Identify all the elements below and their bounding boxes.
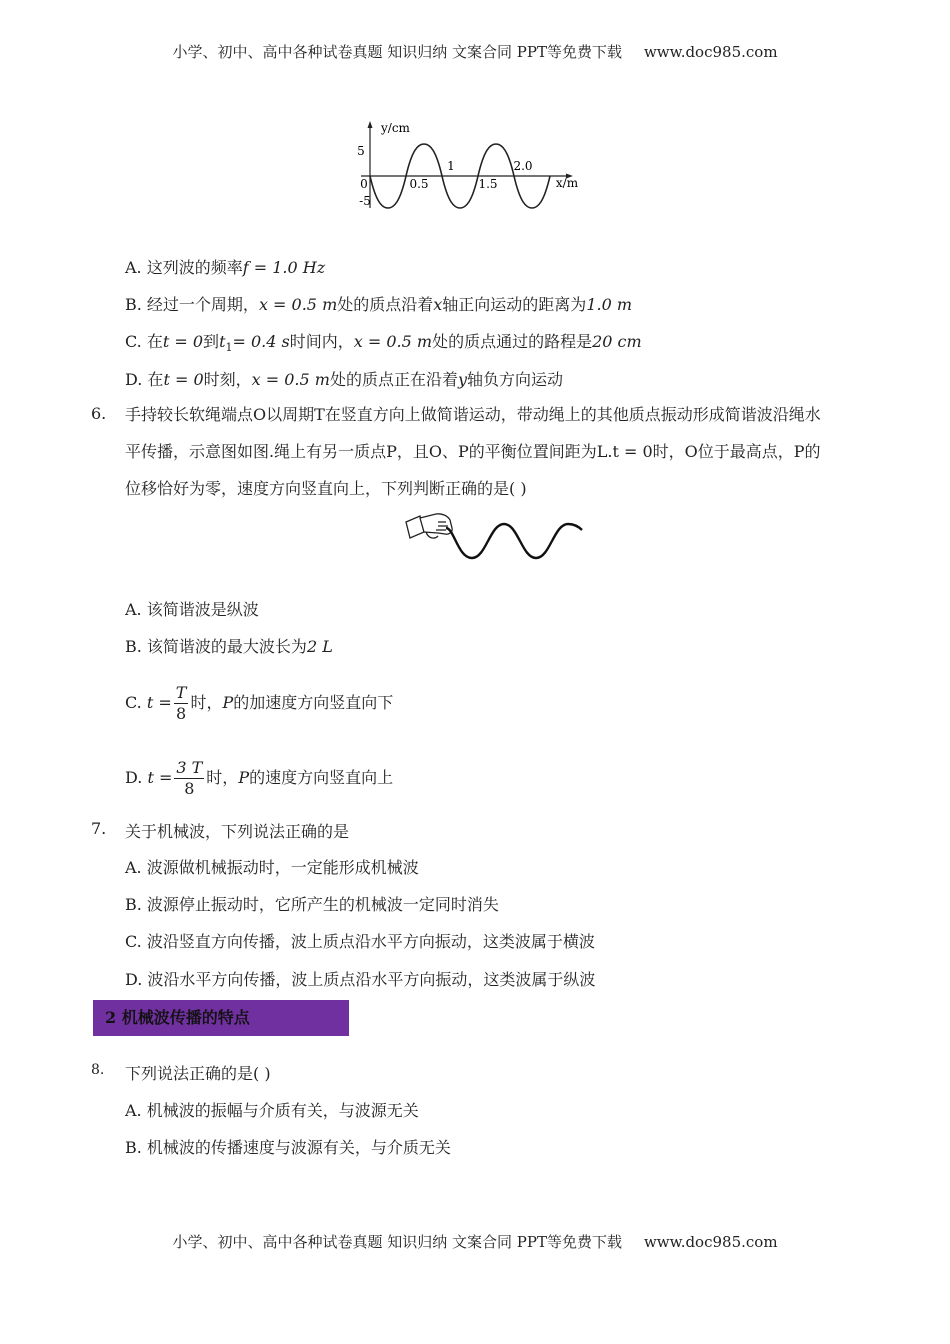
page-header	[0, 41, 950, 62]
math-subscript: 1	[225, 341, 233, 355]
option-text: C. 在	[125, 332, 163, 351]
q6-stem-line1: 手持较长软绳端点O以周期T在竖直方向上做简谐运动，带动绳上的其他质点振动形成简谐波沿绳水	[125, 405, 821, 424]
y-tick-5: 5	[357, 144, 365, 158]
math-expr: t = 0	[162, 332, 204, 351]
option-text: 的速度方向竖直向上	[249, 768, 394, 787]
option-text: D.	[125, 768, 148, 787]
fraction-numerator: T	[175, 683, 187, 702]
q6-stem-line3: 位移恰好为零，速度方向竖直向上，下列判断正确的是( )	[125, 479, 527, 498]
option-text: 到	[203, 332, 220, 351]
option-text: 轴负方向运动	[467, 370, 564, 389]
y-axis-arrow	[368, 121, 373, 128]
hand-rope-figure	[402, 510, 587, 568]
x-tick-1: 1	[447, 159, 455, 173]
math-expr: 2 L	[306, 637, 333, 656]
option-text: C.	[125, 693, 147, 712]
y-tick-neg5: -5	[359, 194, 371, 208]
math-expr: x = 0.5 m	[353, 332, 433, 351]
q8-number: 8.	[91, 1062, 105, 1078]
wave-graph	[355, 118, 590, 218]
q7-option-d[interactable]: D. 波沿水平方向传播，波上质点沿水平方向振动，这类波属于纵波	[125, 970, 596, 989]
x-tick-2.0: 2.0	[513, 159, 533, 173]
q6-option-c[interactable]	[125, 683, 393, 724]
math-expr: f = 1.0 Hz	[242, 258, 326, 277]
header-text: 小学、初中、高中各种试卷真题 知识归纳 文案合同 PPT等免费下载	[172, 43, 622, 61]
math-expr: P	[222, 693, 234, 712]
math-expr: t	[219, 332, 226, 351]
q5-option-a[interactable]	[125, 255, 325, 278]
q6-number: 6.	[91, 404, 107, 423]
q5-option-b[interactable]	[125, 292, 632, 315]
option-text: 轴正向运动的距离为	[442, 295, 587, 314]
origin-label: 0	[360, 177, 368, 191]
x-tick-0.5: 0.5	[409, 177, 429, 191]
page-footer	[0, 1231, 950, 1252]
q6-stem	[125, 396, 865, 507]
math-expr: t =	[146, 693, 172, 712]
math-expr: x	[433, 295, 443, 314]
option-text: D. 在	[125, 370, 164, 389]
header-url: www.doc985.com	[643, 43, 778, 61]
fraction-numerator: 3 T	[176, 758, 203, 777]
option-text: 处的质点沿着	[337, 295, 434, 314]
math-expr: 1.0 m	[586, 295, 633, 314]
q7-option-b[interactable]: B. 波源停止振动时，它所产生的机械波一定同时消失	[125, 895, 499, 914]
math-expr: x = 0.5 m	[258, 295, 338, 314]
option-text: 处的质点正在沿着	[329, 370, 458, 389]
math-expr: 20 cm	[592, 332, 642, 351]
section-banner: 2 机械波传播的特点	[93, 1000, 349, 1036]
fraction-denominator: 8	[176, 704, 187, 723]
math-expr: t =	[147, 768, 173, 787]
option-text: 时，	[190, 693, 223, 712]
q8-option-a[interactable]: A. 机械波的振幅与介质有关，与波源无关	[125, 1101, 419, 1120]
option-text: 时，	[206, 768, 239, 787]
q7-option-a[interactable]: A. 波源做机械振动时，一定能形成机械波	[125, 858, 419, 877]
rope-wave	[446, 524, 582, 558]
x-tick-1.5: 1.5	[478, 177, 498, 191]
math-expr: P	[238, 768, 250, 787]
option-text: 的加速度方向竖直向下	[233, 693, 394, 712]
math-expr: t = 0	[163, 370, 204, 389]
option-text: 时刻，	[203, 370, 252, 389]
y-axis-label: y/cm	[381, 121, 410, 135]
q6-option-b[interactable]	[125, 634, 333, 657]
q6-option-d[interactable]	[125, 758, 393, 799]
option-text: 处的质点通过的路程是	[432, 332, 593, 351]
math-expr: = 0.4 s	[232, 332, 290, 351]
footer-text: 小学、初中、高中各种试卷真题 知识归纳 文案合同 PPT等免费下载	[172, 1233, 622, 1251]
math-expr: x = 0.5 m	[251, 370, 330, 389]
q5-option-d[interactable]	[125, 367, 563, 390]
hand-icon	[406, 514, 452, 538]
option-text: B. 该简谐波的最大波长为	[125, 637, 307, 656]
x-axis-label: x/m	[555, 176, 579, 190]
option-text: 时间内，	[289, 332, 354, 351]
q6-option-a[interactable]: A. 该简谐波是纵波	[125, 600, 259, 619]
q7-number: 7.	[91, 819, 107, 838]
q8-stem: 下列说法正确的是( )	[125, 1064, 271, 1083]
q6-stem-line2: 平传播，示意图如图.绳上有另一质点P，且O、P的平衡位置间距为L.t = 0时，O位于最高点，P的	[125, 442, 821, 461]
q7-stem: 关于机械波，下列说法正确的是	[125, 822, 350, 841]
footer-url: www.doc985.com	[643, 1233, 778, 1251]
option-text: A. 这列波的频率	[125, 258, 243, 277]
fraction	[174, 758, 204, 799]
option-text: B. 经过一个周期，	[125, 295, 259, 314]
q7-option-c[interactable]: C. 波沿竖直方向传播，波上质点沿水平方向振动，这类波属于横波	[125, 932, 595, 951]
fraction-denominator: 8	[184, 779, 195, 798]
q8-option-b[interactable]: B. 机械波的传播速度与波源有关，与介质无关	[125, 1138, 451, 1157]
math-expr: y	[457, 370, 468, 389]
fraction	[174, 683, 189, 724]
q5-option-c[interactable]	[125, 329, 642, 354]
